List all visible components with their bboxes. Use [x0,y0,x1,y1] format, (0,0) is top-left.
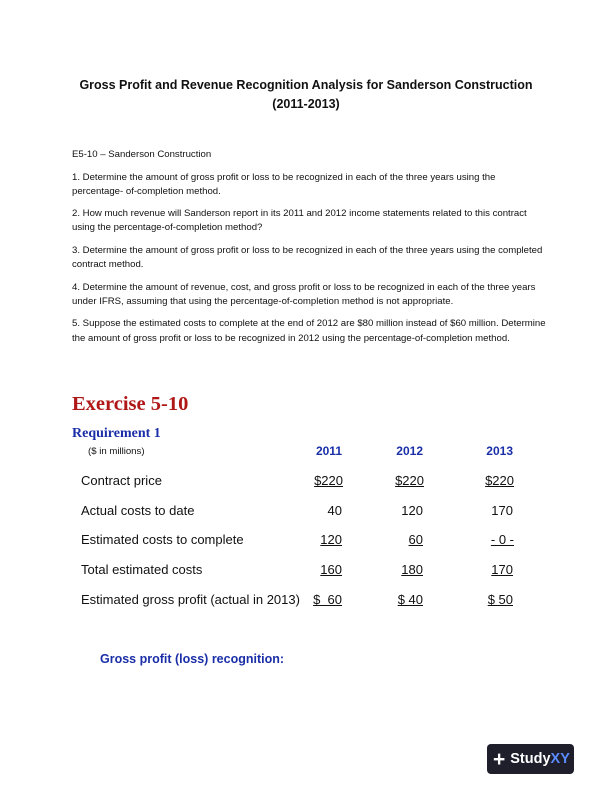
studyxy-logo-badge[interactable] [487,744,574,774]
year-header-2013: 2013 [486,444,513,458]
table-cell: $ 40 [397,592,423,607]
problem-statement [72,148,546,354]
question-2: 2. How much revenue will Sanderson report in its 2011 and 2012 income statements related to this contract using the percentage-of-completion method? [72,208,527,234]
document-title-line-2: (2011-2013) [272,97,340,111]
brand-name [510,751,570,767]
table-cell: $ 60 [313,592,342,607]
row-label-estimated-costs-to-complete: Estimated costs to complete [81,532,244,547]
brand-name-part-2: XY [550,751,570,767]
table-cell: $ 50 [487,592,513,607]
brand-name-part-1: Study [510,751,551,767]
requirement-heading: Requirement 1 [72,426,161,441]
table-cell: $220 [395,473,424,488]
table-cell: 120 [320,532,342,547]
exercise-reference: E5-10 – Sanderson Construction [72,149,212,160]
table-cell: 40 [327,503,342,518]
table-cell: 60 [408,532,423,547]
units-note: ($ in millions) [88,446,145,457]
plus-icon: + [493,747,506,771]
table-cell: $220 [485,473,514,488]
row-label-actual-costs: Actual costs to date [81,503,195,518]
table-cell: 170 [491,503,513,518]
question-5: 5. Suppose the estimated costs to complete at the end of 2012 are $80 million instead of $60 million. Determine the amount of gross profit or loss to be recognized in 2012 using the percentage-of-completion method. [72,318,546,344]
document-title [60,76,552,114]
table-cell: 160 [320,562,342,577]
table-cell: - 0 - [490,532,514,547]
question-4: 4. Determine the amount of revenue, cost, and gross profit or loss to be recognized in each of the three years under IFRS, assuming that using the percentage-of-completion method is not appropriate. [72,281,536,307]
table-cell: 180 [401,562,423,577]
table-cell: 170 [491,562,513,577]
exercise-heading: Exercise 5-10 [72,393,189,415]
document-title-line-1: Gross Profit and Revenue Recognition Analysis for Sanderson Construction [79,78,533,92]
year-header-2011: 2011 [315,444,342,458]
table-cell: 120 [401,503,423,518]
row-label-contract-price: Contract price [81,473,162,488]
row-label-estimated-gross-profit: Estimated gross profit (actual in 2013) [81,592,300,607]
row-label-total-estimated-costs: Total estimated costs [81,562,203,577]
question-3: 3. Determine the amount of gross profit or loss to be recognized in each of the three years using the completed contract method. [72,244,543,271]
year-header-2012: 2012 [396,444,423,458]
table-cell: $220 [314,473,343,488]
gross-profit-recognition-heading: Gross profit (loss) recognition: [100,652,285,666]
question-1: 1. Determine the amount of gross profit or loss to be recognized in each of the three years using the percentage- of-completion method. [72,171,496,197]
